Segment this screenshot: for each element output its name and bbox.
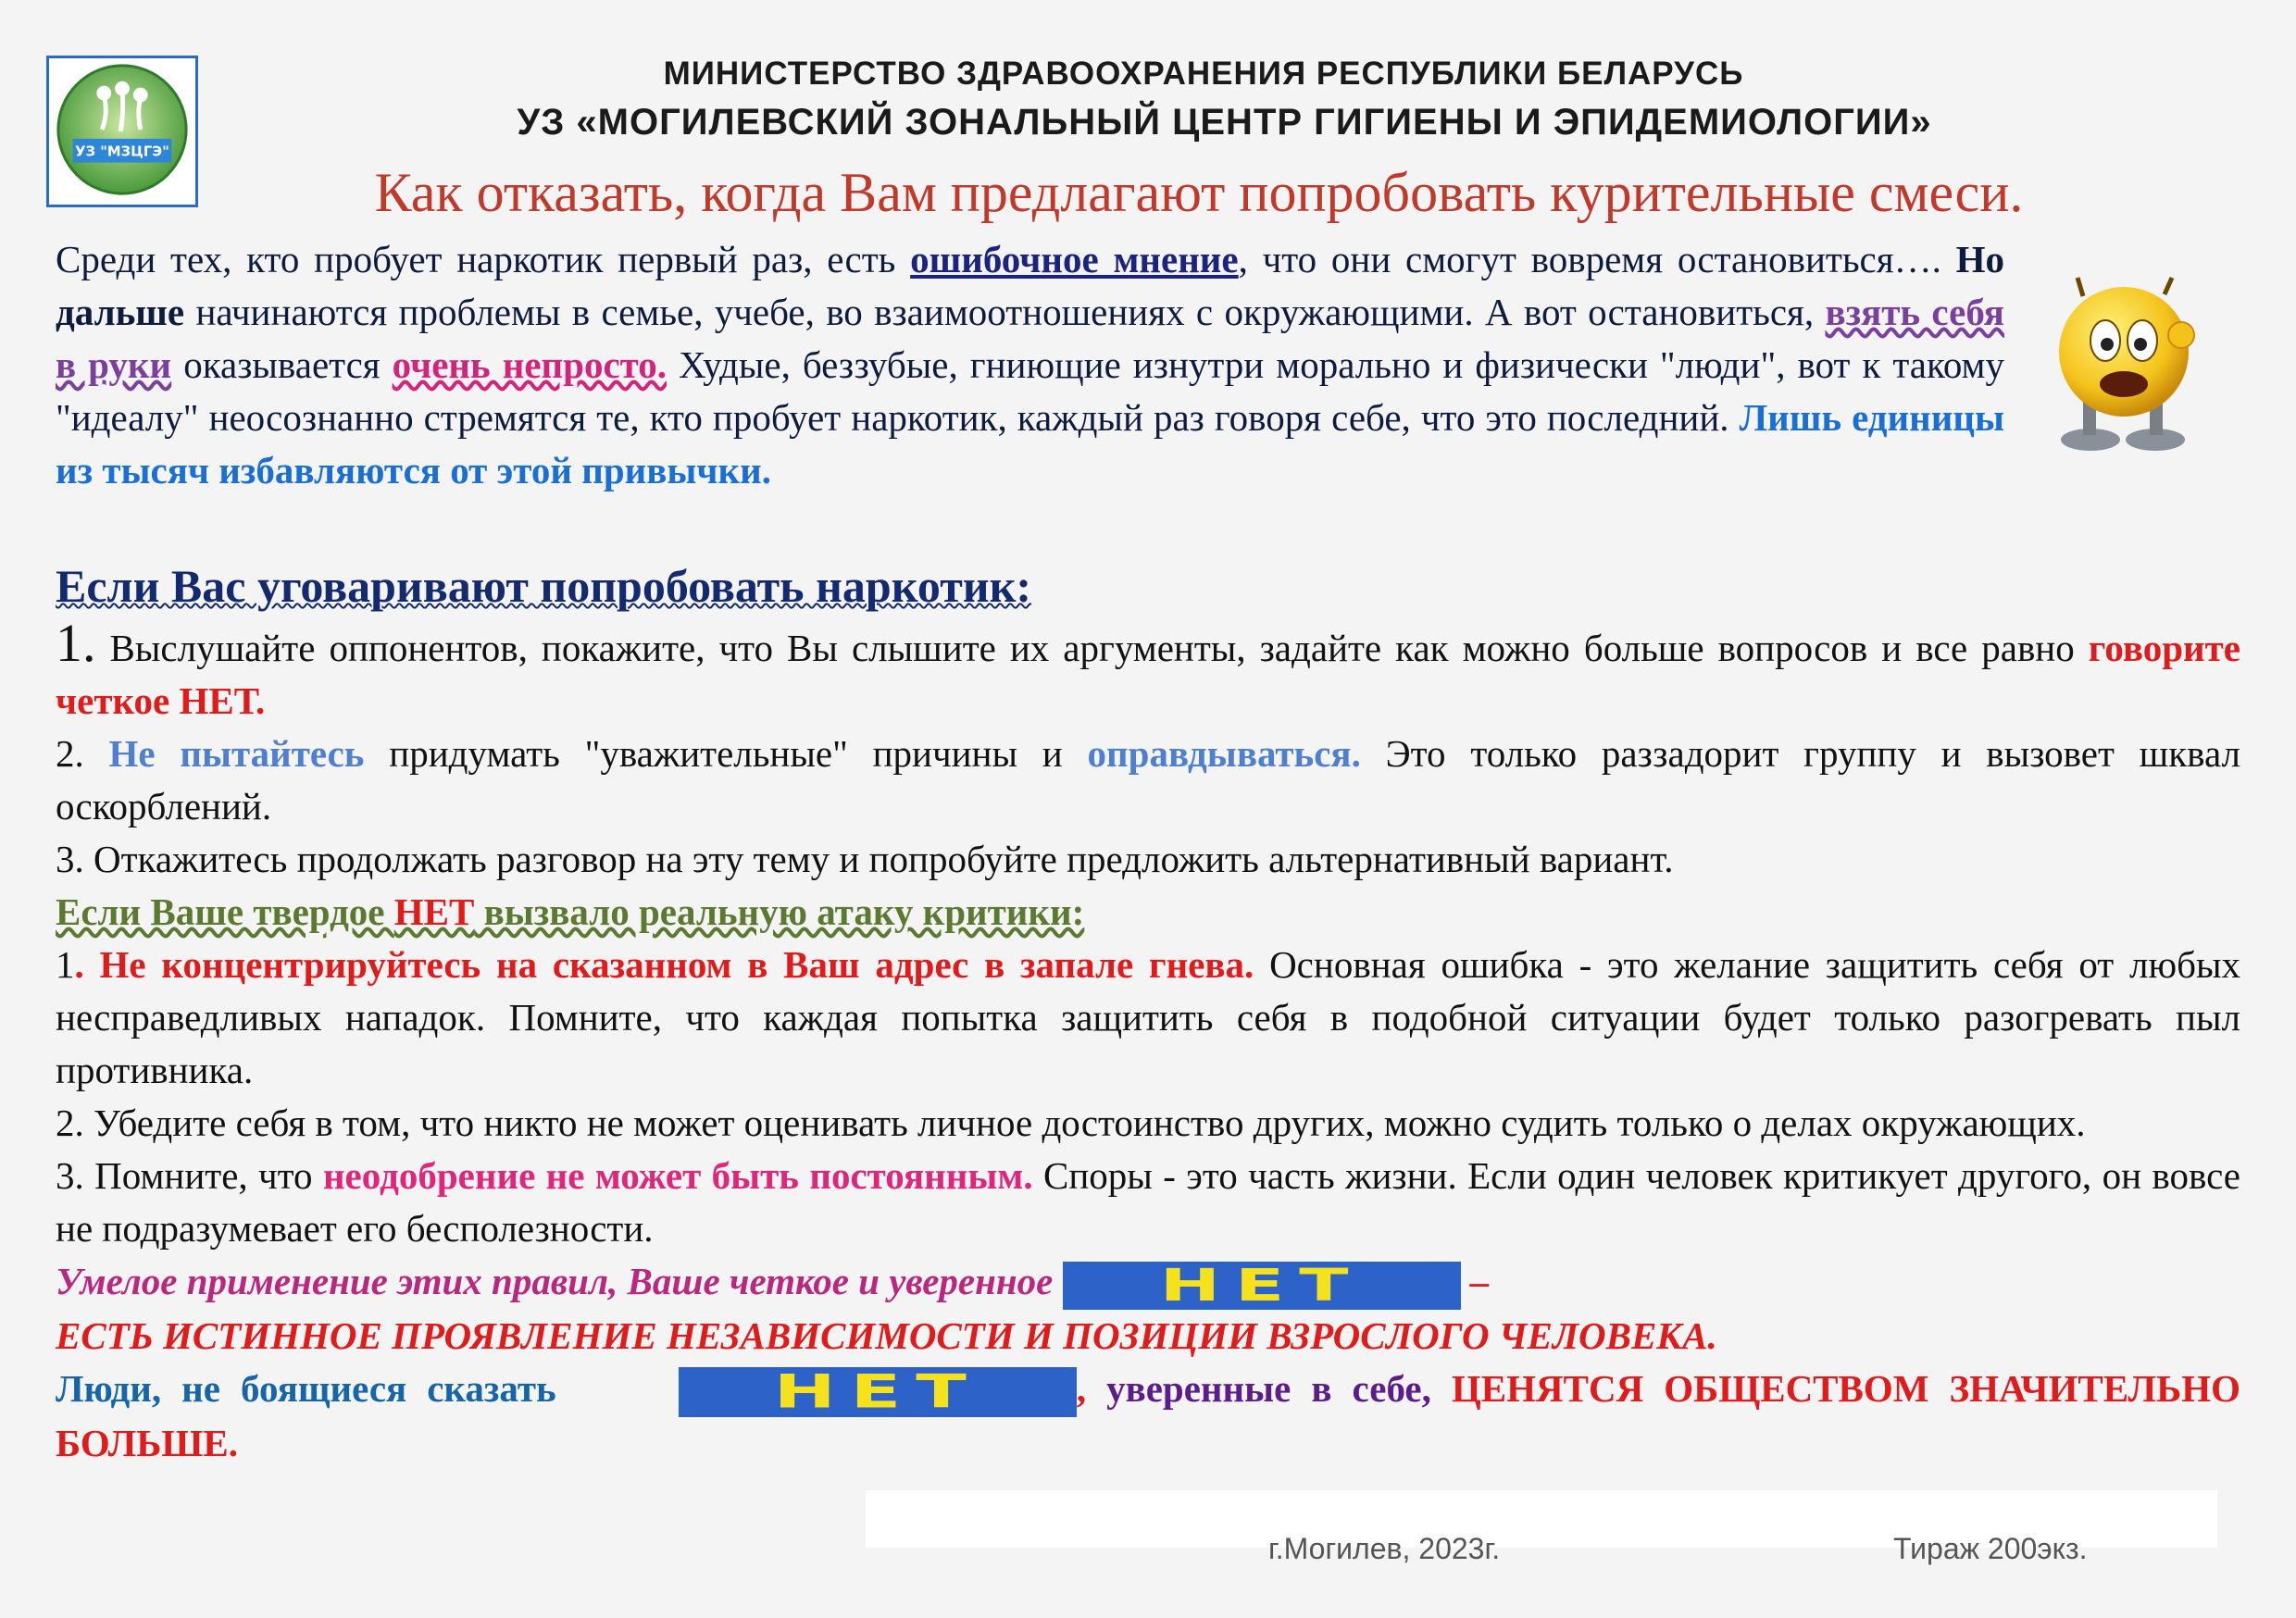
net-badge-2: НЕТ bbox=[679, 1367, 1077, 1417]
footer-print-run: Тираж 200экз. bbox=[1893, 1532, 2088, 1565]
closing-line-2: ЕСТЬ ИСТИННОЕ ПРОЯВЛЕНИЕ НЕЗАВИСИМОСТИ И ПОЗИЦИИ ВЗРОСЛОГО ЧЕЛОВЕКА. bbox=[56, 1313, 1717, 1357]
section2-heading: Если Ваше твердое НЕТ вызвало реальную атаку критики: bbox=[56, 890, 1085, 933]
section1-item-2: 2. Не пытайтесь придумать "уважительные" причины и оправдываться. Это только раззадорит группу и вызовет шквал оскорблений. bbox=[56, 732, 2240, 828]
closing-line-1: Умелое применение этих правил, Ваше четкое и уверенное НЕТ – bbox=[56, 1259, 1490, 1312]
scared-smiley-icon bbox=[2046, 268, 2203, 454]
page-title: Как отказать, когда Вам предлагают попробовать курительные смеси. bbox=[374, 162, 2024, 223]
section1-item-3: 3. Откажитесь продолжать разговор на эту тему и попробуйте предложить альтернативный вариант. bbox=[56, 838, 1674, 880]
section1-item-1: 1. Выслушайте оппонентов, покажите, что Вы слышите их аргументы, задайте как можно больше вопросов и все равно говорите четкое НЕТ. bbox=[56, 613, 2240, 722]
section2-item-3: 3. Помните, что неодобрение не может быть постоянным. Споры - это часть жизни. Если один человек критикует другого, он вовсе не подразумевает его бесполезности. bbox=[56, 1154, 2240, 1250]
mistake-highlight: ошибочное мнение bbox=[910, 238, 1239, 280]
few-escape-highlight: Лишь единицы из тысяч избавляются от этой привычки. bbox=[56, 396, 2004, 492]
footer-city-year: г.Могилев, 2023г. bbox=[1268, 1532, 1501, 1565]
section2-item-2: 2. Убедите себя в том, что никто не может оценивать личное достоинство других, можно судить только о делах окружающих. bbox=[56, 1101, 2086, 1144]
section1-heading: Если Вас уговаривают попробовать наркотик: bbox=[56, 560, 1032, 612]
intro-paragraph: Среди тех, кто пробует наркотик первый раз, есть ошибочное мнение, что они смогут вовремя остановиться…. Но дальше начинаются проблемы в семье, учебе, во взаимоотношениях с окружающими. А вот остановиться, взять себя в руки оказывается очень непросто. Худые, беззубые, гниющие изнутри морально и физически "люди", вот к такому "идеалу" неосознанно стремятся те, кто пробует наркотик, каждый раз говоря себе, что это последний. Лишь единицы из тысяч избавляются от этой привычки. bbox=[56, 238, 2005, 492]
net-badge: НЕТ bbox=[1063, 1262, 1461, 1310]
advice-body bbox=[56, 555, 2240, 1470]
institution-header: УЗ «МОГИЛЕВСКИЙ ЗОНАЛЬНЫЙ ЦЕНТР ГИГИЕНЫ И ЭПИДЕМИОЛОГИИ» bbox=[517, 102, 1932, 143]
svg-text:УЗ "МЗЦГЭ": УЗ "МЗЦГЭ" bbox=[75, 143, 169, 160]
closing-line-3: Люди, не боящиеся сказать НЕТ , уверенные в себе, ЦЕНЯТСЯ ОБЩЕСТВОМ ЗНАЧИТЕЛЬНО БОЛЬШЕ. bbox=[56, 1365, 2240, 1465]
section2-item-1: 1. Не концентрируйтесь на сказанном в Ваш адрес в запале гнева. Основная ошибка - это желание защитить себя от любых несправедливых нападок. Помните, что каждая попытка защитить себя в подобной ситуации будет только разогревать пыл противника. bbox=[56, 943, 2240, 1091]
ministry-header: МИНИСТЕРСТВО ЗДРАВООХРАНЕНИЯ РЕСПУБЛИКИ БЕЛАРУСЬ bbox=[663, 56, 1744, 92]
